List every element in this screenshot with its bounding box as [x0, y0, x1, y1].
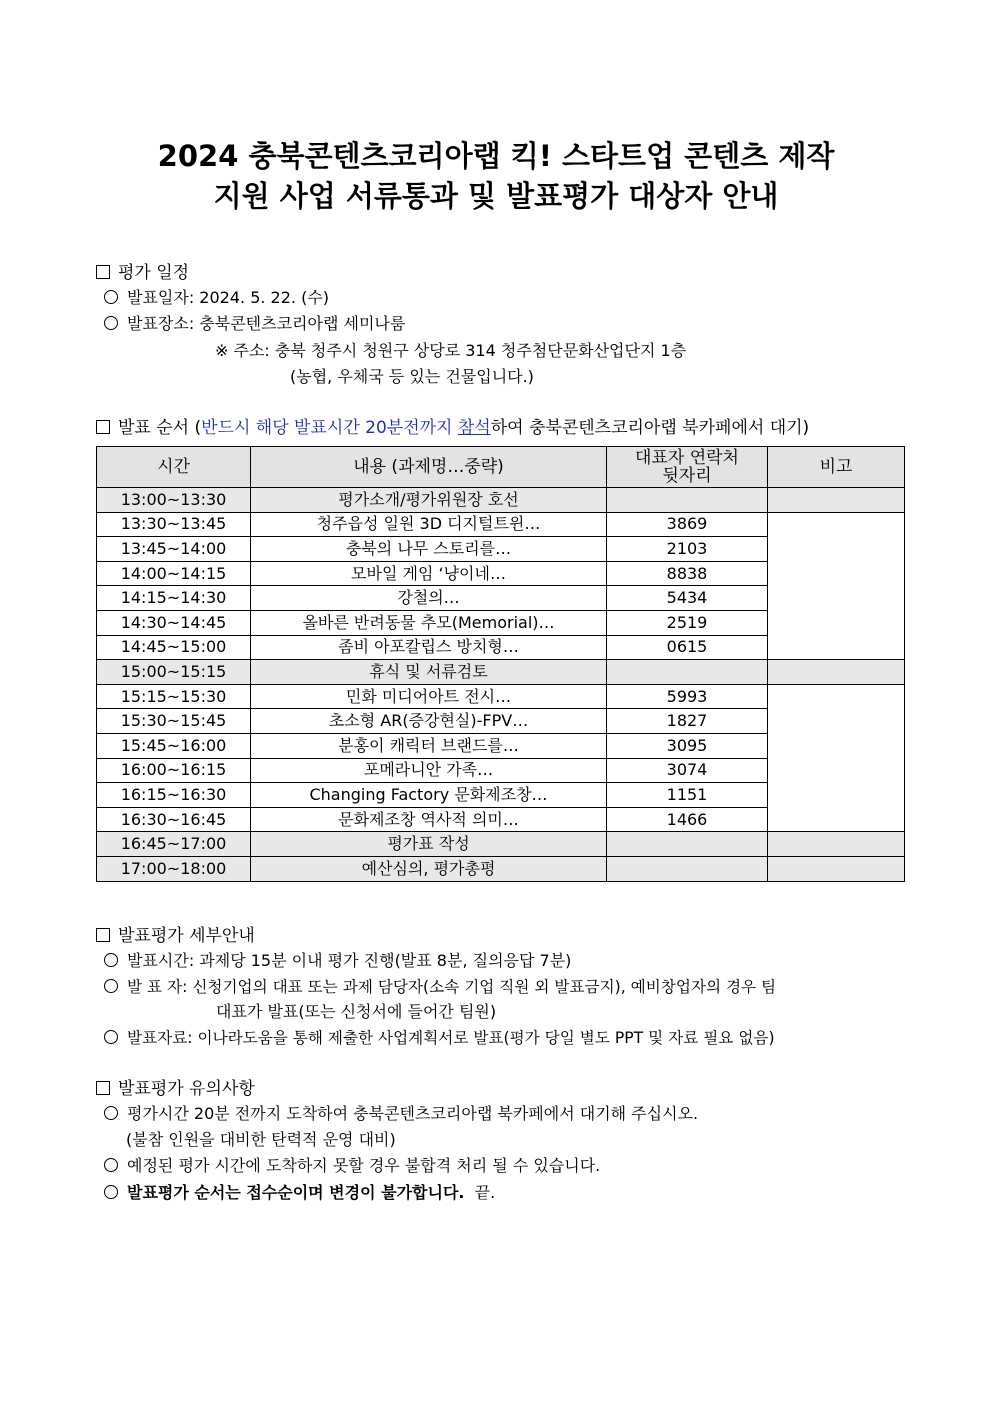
checkbox-square-icon — [96, 420, 110, 434]
schedule-table — [96, 446, 905, 882]
note-cell — [768, 856, 905, 881]
table-row: 15:30~15:45 초소형 AR(증강현실)-FPV… 1827 — [97, 709, 905, 734]
checkbox-square-icon — [96, 265, 110, 279]
schedule-heading: 평가 일정 — [96, 262, 189, 284]
address-note: (농협, 우체국 등 있는 건물입니다.) — [290, 367, 534, 386]
detail-material: 발표자료: 이나라도움을 통해 제출한 사업계획서로 발표(평가 당일 별도 PPT 및 자료 필요 없음) — [104, 1027, 775, 1049]
title-line-1: 2024 충북콘텐츠코리아랩 킥! 스타트업 콘텐츠 제작 — [157, 139, 835, 173]
presentation-place: 발표장소: 충북콘텐츠코리아랩 세미나룸 — [104, 313, 405, 335]
detail-time: 발표시간: 과제당 15분 이내 평가 진행(발표 8분, 질의응답 7분) — [104, 950, 571, 972]
note-cell-merged — [768, 684, 905, 832]
table-row: 13:00~13:30 평가소개/평가위원장 호선 — [97, 488, 905, 513]
checkbox-square-icon — [96, 1081, 110, 1095]
table-header-row — [97, 447, 905, 488]
header-content: 내용 (과제명…중략) — [251, 447, 607, 488]
title-line-2: 지원 사업 서류통과 및 발표평가 대상자 안내 — [213, 179, 779, 213]
circle-bullet-icon — [104, 1106, 118, 1120]
detail-heading: 발표평가 세부안내 — [96, 925, 255, 947]
detail-presenter-cont: 대표가 발표(또는 신청서에 들어간 팀원) — [216, 1002, 497, 1021]
table-row: 14:15~14:30 강철의… 5434 — [97, 586, 905, 611]
notice-item-3: 발표평가 순서는 접수순이며 변경이 불가합니다. 끝. — [104, 1182, 495, 1204]
circle-bullet-icon — [104, 1030, 118, 1044]
header-note: 비고 — [768, 447, 905, 488]
note-cell — [768, 488, 905, 513]
circle-bullet-icon — [104, 979, 118, 993]
presentation-date: 발표일자: 2024. 5. 22. (수) — [104, 287, 329, 309]
table-row: 15:45~16:00 분홍이 캐릭터 브랜드를… 3095 — [97, 733, 905, 758]
note-cell-merged — [768, 512, 905, 660]
table-row: 16:00~16:15 포메라니안 가족… 3074 — [97, 758, 905, 783]
table-row: 14:45~15:00 좀비 아포칼립스 방치형… 0615 — [97, 635, 905, 660]
checkbox-square-icon — [96, 928, 110, 942]
table-row: 14:00~14:15 모바일 게임 ‘냥이네… 8838 — [97, 561, 905, 586]
note-cell — [768, 832, 905, 857]
table-row: 16:15~16:30 Changing Factory 문화제조창… 1151 — [97, 783, 905, 808]
order-heading: 발표 순서 (반드시 해당 발표시간 20분전까지 참석하여 충북콘텐츠코리아랩 북카페에서 대기) — [96, 417, 809, 439]
table-row: 16:30~16:45 문화제조창 역사적 의미… 1466 — [97, 807, 905, 832]
circle-bullet-icon — [104, 290, 118, 304]
table-row: 15:15~15:30 민화 미디어아트 전시… 5993 — [97, 684, 905, 709]
table-row: 14:30~14:45 올바른 반려동물 추모(Memorial)… 2519 — [97, 610, 905, 635]
table-row: 13:45~14:00 충북의 나무 스토리를… 2103 — [97, 537, 905, 562]
detail-presenter: 발 표 자: 신청기업의 대표 또는 과제 담당자(소속 기업 직원 외 발표금지), 예비창업자의 경우 팀 — [104, 976, 776, 998]
address-line: ※ 주소: 충북 청주시 청원구 상당로 314 청주첨단문화산업단지 1층 — [215, 341, 687, 360]
table-row: 13:30~13:45 청주읍성 일원 3D 디지털트윈… 3869 — [97, 512, 905, 537]
header-contact: 대표자 연락처 뒷자리 — [607, 447, 768, 488]
notice-item-1-note: (불참 인원을 대비한 탄력적 운영 대비) — [126, 1130, 396, 1149]
circle-bullet-icon — [104, 953, 118, 967]
document-title — [0, 136, 992, 216]
notice-heading: 발표평가 유의사항 — [96, 1078, 255, 1100]
notice-item-2: 예정된 평가 시간에 도착하지 못할 경우 불합격 처리 될 수 있습니다. — [104, 1155, 600, 1177]
table-row: 17:00~18:00 예산심의, 평가총평 — [97, 856, 905, 881]
note-cell — [768, 660, 905, 685]
table-row: 15:00~15:15 휴식 및 서류검토 — [97, 660, 905, 685]
circle-bullet-icon — [104, 1185, 118, 1199]
header-time: 시간 — [97, 447, 251, 488]
circle-bullet-icon — [104, 316, 118, 330]
notice-item-1: 평가시간 20분 전까지 도착하여 충북콘텐츠코리아랩 북카페에서 대기해 주십시오. — [104, 1103, 698, 1125]
table-row: 16:45~17:00 평가표 작성 — [97, 832, 905, 857]
circle-bullet-icon — [104, 1158, 118, 1172]
